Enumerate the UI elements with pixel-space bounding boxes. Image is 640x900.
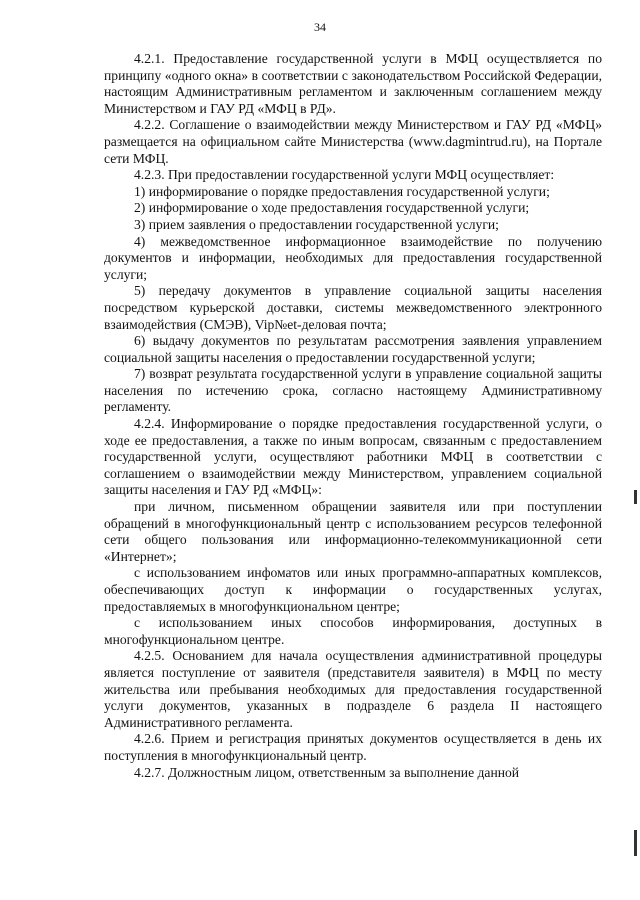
paragraph: 1) информирование о порядке предоставления государственной услуги; (134, 183, 550, 199)
page-number: 34 (314, 20, 326, 34)
paragraph: 5) передачу документов в управление социальной защиты населения посредством курьерской доставки, системы межведомственного электронного взаимодействия (СМЭВ), Vip№et-деловая почта; (104, 283, 602, 332)
scan-margin-mark (634, 830, 637, 856)
paragraph: 4.2.2. Соглашение о взаимодействии между Министерством и ГАУ РД «МФЦ» размещается на официальном сайте Министерства (www.dagmintrud.ru), на Портале сети МФЦ. (104, 117, 602, 166)
paragraph: 2) информирование о ходе предоставления государственной услуги; (134, 200, 530, 216)
paragraph: 4.2.4. Информирование о порядке предоставления государственной услуги, о ходе ее предоставления, а также по иным вопросам, связанным с предоставлением государственной услуги, осуществляют работники МФЦ в соответствии с соглашением о взаимодействии между Министерством, управлением социальной защиты населения и ГАУ РД «МФЦ»: (104, 416, 602, 498)
paragraph: с использованием инфоматов или иных программно-аппаратных комплексов, обеспечивающих доступ к информации о государственных услугах, предоставляемых в многофункциональном центре; (104, 565, 602, 614)
paragraph: 7) возврат результата государственной услуги в управление социальной защиты населения по истечению срока, согласно настоящему Административному регламенту. (104, 366, 602, 415)
paragraph: 4.2.7. Должностным лицом, ответственным за выполнение данной (134, 764, 520, 780)
paragraph: при личном, письменном обращении заявителя или при поступлении обращений в многофункциональный центр с использованием ресурсов телефонной сети общего пользования или информационно-телекоммуникационной сети «Интернет»; (104, 499, 602, 564)
paragraph: 4.2.6. Прием и регистрация принятых документов осуществляется в день их поступления в многофункциональный центр. (104, 731, 602, 763)
paragraph: 4.2.5. Основанием для начала осуществления административной процедуры является поступление от заявителя (представителя заявителя) в МФЦ по месту жительства или пребывания необходимых для предоставления государственной услуги документов, указанных в подразделе 6 раздела II настоящего Административного регламента. (104, 648, 602, 730)
paragraph: с использованием иных способов информирования, доступных в многофункциональном центре. (104, 615, 602, 647)
paragraph: 6) выдачу документов по результатам рассмотрения заявления управлением социальной защиты населения о предоставлении государственной услуги; (104, 333, 602, 365)
paragraph: 4.2.3. При предоставлении государственной услуги МФЦ осуществляет: (134, 167, 555, 183)
paragraph: 4.2.1. Предоставление государственной услуги в МФЦ осуществляется по принципу «одного окна» в соответствии с законодательством Российской Федерации, настоящим Административным регламентом и заключенным соглашением между Министерством и ГАУ РД «МФЦ в РД». (104, 51, 602, 116)
paragraph: 3) прием заявления о предоставлении государственной услуги; (134, 216, 499, 232)
paragraph: 4) межведомственное информационное взаимодействие по получению документов и информации, необходимых для предоставления государственной услуги; (104, 233, 602, 282)
scan-margin-mark (634, 490, 637, 504)
document-body (104, 51, 602, 781)
